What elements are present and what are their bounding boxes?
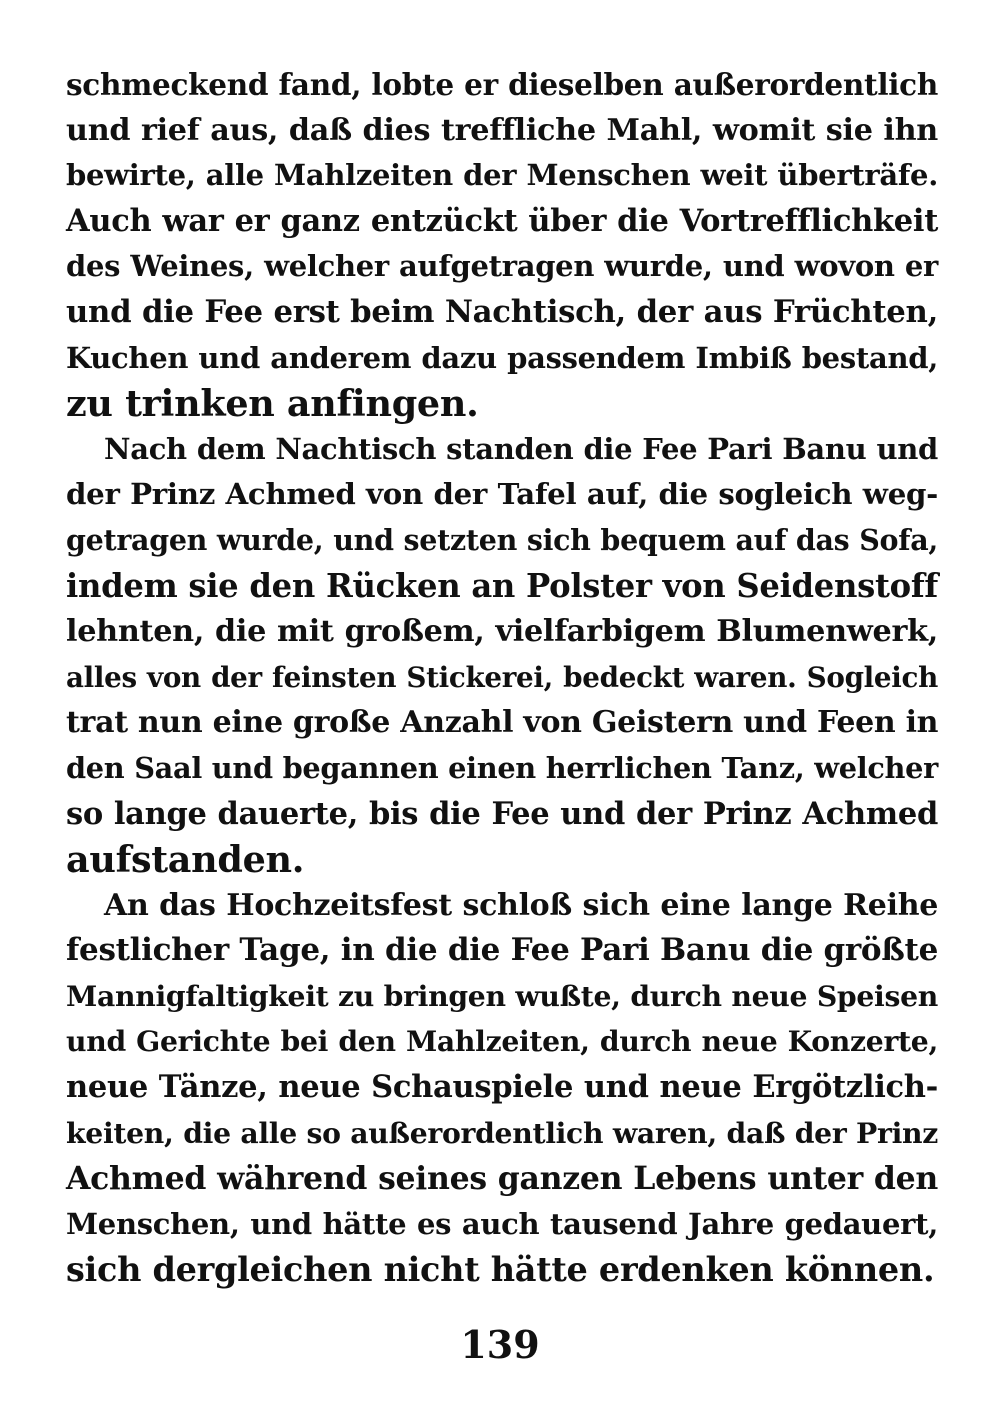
text-line: alles von der feinsten Stickerei, bedeckt waren. Sogleich <box>66 660 938 694</box>
text-line: schmeckend fand, lobte er dieselben außerordentlich <box>66 67 938 102</box>
body-text <box>66 62 938 1293</box>
text-line: aufstanden. <box>66 838 305 882</box>
page-number: 139 <box>460 1322 540 1367</box>
text-line: An das Hochzeitsfest schloß sich eine lange Reihe <box>104 887 938 923</box>
text-line: festlicher Tage, in die die Fee Pari Banu die größte <box>66 932 938 969</box>
text-line: und rief aus, daß dies treffliche Mahl, womit sie ihn <box>66 112 938 148</box>
text-line: Mannigfaltigkeit zu bringen wußte, durch neue Speisen <box>66 978 938 1013</box>
text-line: trat nun eine große Anzahl von Geistern und Feen in <box>66 705 939 741</box>
text-line: Auch war er ganz entzückt über die Vortrefflichkeit <box>66 202 938 239</box>
paragraph <box>66 883 938 1293</box>
text-line: bewirte, alle Mahlzeiten der Menschen weit überträfe. <box>66 158 938 193</box>
text-line: Menschen, und hätte es auch tausend Jahre gedauert, <box>66 1206 938 1241</box>
text-line: keiten, die alle so außerordentlich waren, daß der Prinz <box>66 1115 938 1150</box>
text-line: des Weines, welcher aufgetragen wurde, und wovon er <box>66 249 938 284</box>
text-line: Achmed während seines ganzen Lebens unter den <box>66 1160 938 1198</box>
text-line: Nach dem Nachtisch standen die Fee Pari Banu und <box>104 431 938 466</box>
paragraph <box>66 427 938 883</box>
text-line: der Prinz Achmed von der Tafel auf, die sogleich weg- <box>66 477 938 512</box>
text-line: sich dergleichen nicht hätte erdenken können. <box>66 1250 935 1290</box>
text-line: so lange dauerte, bis die Fee und der Prinz Achmed <box>66 795 938 832</box>
text-line: getragen wurde, und setzten sich bequem auf das Sofa, <box>66 522 938 557</box>
text-line: Kuchen und anderem dazu passendem Imbiß bestand, <box>66 340 938 375</box>
text-line: zu trinken anfingen. <box>66 382 479 426</box>
text-line: indem sie den Rücken an Polster von Seidenstoff <box>66 566 938 605</box>
text-line: neue Tänze, neue Schauspiele und neue Ergötzlich- <box>66 1069 938 1106</box>
text-line: und die Fee erst beim Nachtisch, der aus Früchten, <box>66 293 938 330</box>
text-line: lehnten, die mit großem, vielfarbigem Blumenwerk, <box>66 614 938 650</box>
paragraph <box>66 62 938 427</box>
text-line: den Saal und begannen einen herrlichen Tanz, welcher <box>66 750 938 785</box>
text-line: und Gerichte bei den Mahlzeiten, durch neue Konzerte, <box>66 1024 938 1059</box>
